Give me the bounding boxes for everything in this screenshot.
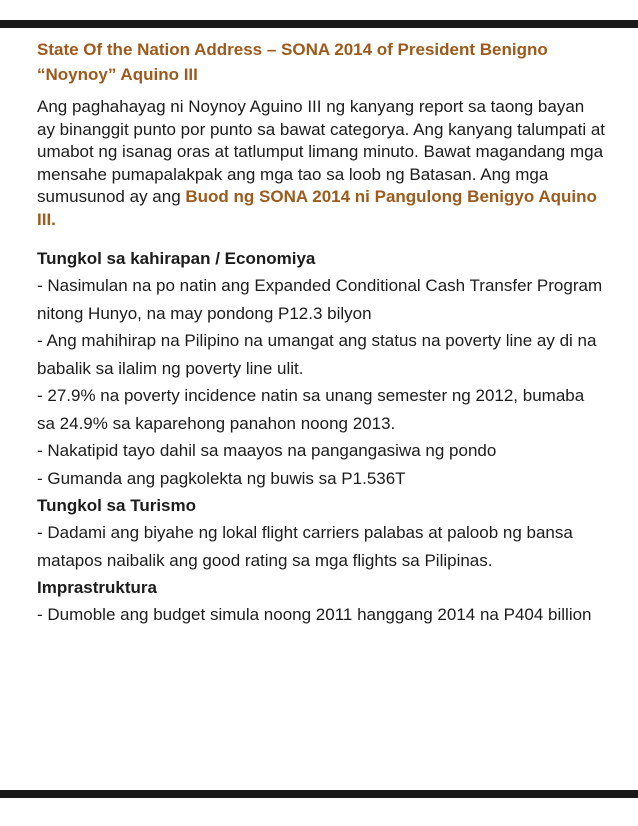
list-item: - Nasimulan na po natin ang Expanded Conditional Cash Transfer Program nitong Hunyo, na may pondong P12.3 bilyon	[37, 276, 603, 323]
list-item: - Dadami ang biyahe ng lokal flight carriers palabas at paloob ng bansa matapos naibalik ang good rating sa mga flights sa Pilipinas.	[37, 523, 573, 570]
intro-paragraph	[37, 96, 605, 231]
list-item: - Ang mahihirap na Pilipino na umangat ang status na poverty line ay di na babalik sa ilalim ng poverty line ulit.	[37, 331, 597, 378]
list-item: - 27.9% na poverty incidence natin sa unang semester ng 2012, bumaba sa 24.9% sa kaparehong panahon noong 2013.	[37, 386, 585, 433]
section-tourism	[37, 492, 605, 574]
list-item: - Dumoble ang budget simula noong 2011 hanggang 2014 na P404 billion	[37, 605, 592, 624]
document-body	[37, 37, 605, 629]
intro-text: Ang paghahayag ni Noynoy Aguino III ng kanyang report sa taong bayan ay binanggit punto por punto sa bawat categorya. Ang kanyang talumpati at umabot ng isanag oras at tatlumput limang minuto. Bawat magandang mga mensahe pumapalakpak ang mga tao sa loob ng Batasan. Ang mga sumusunod ay ang	[37, 97, 606, 206]
section-heading: Tungkol sa kahirapan / Economiya	[37, 249, 316, 268]
bottom-rule	[0, 790, 638, 798]
list-item: - Gumanda ang pagkolekta ng buwis sa P1.536T	[37, 468, 406, 488]
document-title: State Of the Nation Address – SONA 2014 of President Benigno “Noynoy” Aquino III	[37, 40, 548, 84]
section-economy	[37, 245, 605, 492]
section-heading: Tungkol sa Turismo	[37, 496, 196, 515]
list-item: - Nakatipid tayo dahil sa maayos na pangangasiwa ng pondo	[37, 441, 497, 460]
top-rule	[0, 20, 638, 28]
section-heading: Imprastruktura	[37, 578, 157, 597]
intro-link[interactable]: Buod ng SONA 2014 ni Pangulong Benigyo Aquino III.	[37, 187, 597, 229]
section-infrastructure	[37, 574, 605, 629]
